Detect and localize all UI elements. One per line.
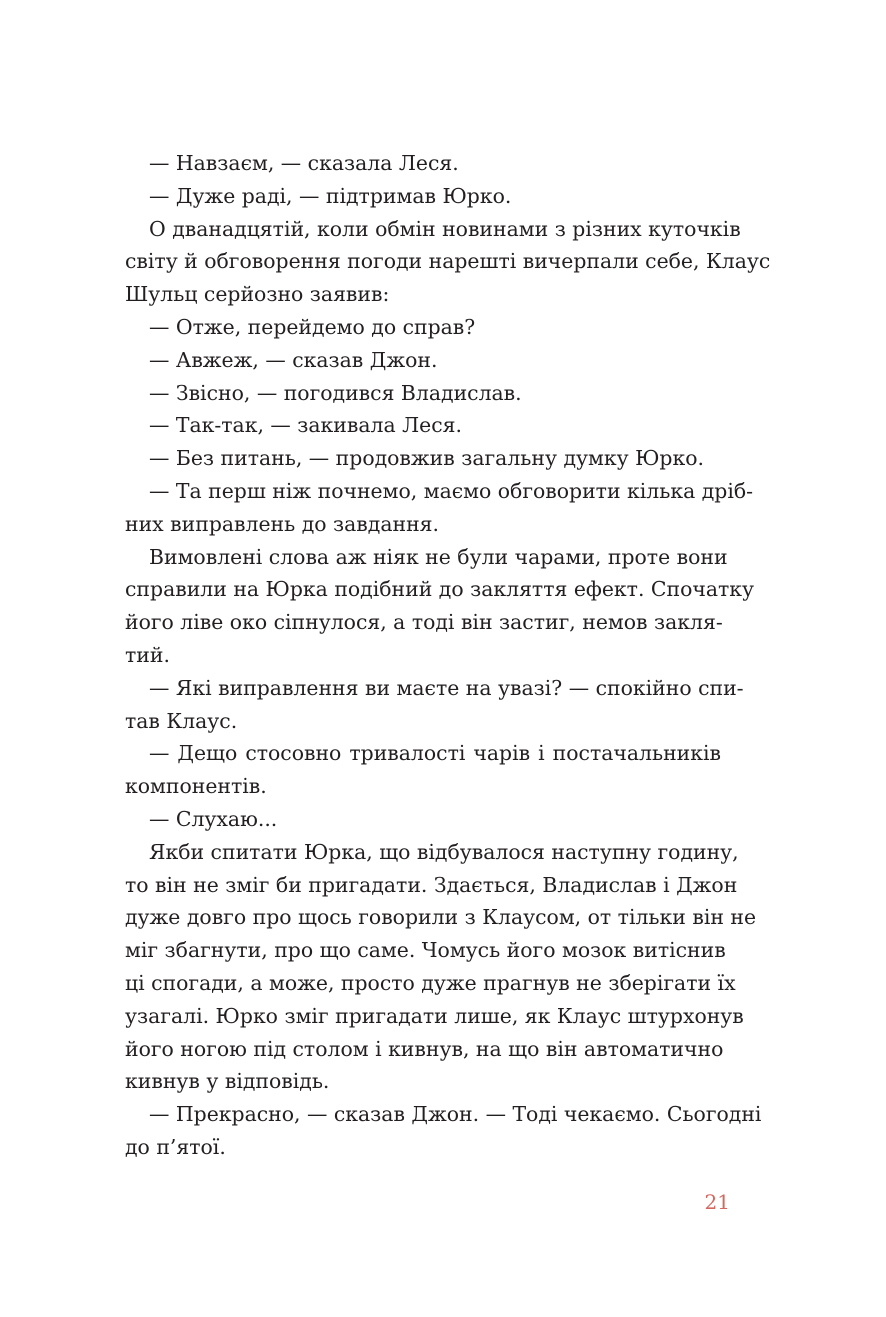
text-line: — Без питань, — продовжив загальну думку Юрко. [149, 446, 704, 471]
paragraph [101, 344, 721, 377]
paragraph [101, 147, 721, 180]
paragraph [101, 803, 721, 836]
text-line: — Навзаєм, — сказала Леся. [149, 151, 459, 175]
text-line: кивнув у відповідь. [125, 1069, 330, 1094]
text-line: до п’ятої. [125, 1134, 226, 1159]
paragraph [101, 180, 721, 213]
paragraph [101, 836, 757, 1098]
text-line: — Та перш ніж почнемо, маємо обговорити кілька дріб- [149, 478, 754, 503]
text-line: світу й обговорення погоди нарешті вичерпали себе, Клаус [125, 249, 771, 274]
text-line: — Дуже раді, — підтримав Юрко. [149, 183, 512, 208]
text-line: компонентів. [125, 774, 267, 799]
text-line: то він не зміг би пригадати. Здається, Владислав і Джон [125, 872, 738, 897]
page-text [101, 147, 771, 1164]
text-line: — Так-так, — закивала Леся. [149, 413, 462, 438]
text-line: — Слухаю... [149, 806, 278, 831]
text-line: О дванадцятій, коли обмін новинами з різних куточків [149, 216, 741, 241]
paragraph [101, 213, 771, 311]
text-line: — Дещо стосовно тривалості чарів і постачальників [149, 741, 721, 766]
text-line: узагалі. Юрко зміг пригадати лише, як Клаус штурхонув [125, 1003, 744, 1028]
paragraph [101, 672, 744, 738]
text-line: його ногою під столом і кивнув, на що він автоматично [125, 1036, 724, 1061]
text-line: них виправлень до завдання. [125, 511, 440, 536]
paragraph [101, 541, 755, 672]
page-number: 21 [704, 1190, 730, 1214]
text-line: Шульц серйозно заявив: [125, 282, 390, 307]
text-line: тав Клаус. [125, 708, 238, 733]
paragraph [101, 442, 721, 475]
paragraph [101, 1098, 762, 1164]
paragraph [101, 409, 721, 442]
text-line: тий. [125, 642, 170, 667]
paragraph [101, 475, 754, 541]
text-line: — Які виправлення ви маєте на увазі? — спокійно спи- [149, 675, 744, 700]
text-line: Вимовлені слова аж ніяк не були чарами, проте вони [149, 544, 728, 569]
text-line: Якби спитати Юрка, що відбувалося наступну годину, [149, 839, 739, 864]
text-line: — Прекрасно, — сказав Джон. — Тоді чекаємо. Сьогодні [149, 1102, 762, 1127]
text-line: міг збагнути, про що саме. Чомусь його мозок витіснив [125, 938, 726, 963]
text-line: ці спогади, а може, просто дуже прагнув не зберігати їх [125, 970, 736, 995]
text-line: його ліве око сіпнулося, а тоді він застиг, немов закля- [125, 610, 723, 635]
paragraph [101, 377, 721, 410]
paragraph [101, 737, 721, 803]
text-line: — Отже, перейдемо до справ? [149, 314, 476, 339]
text-line: — Звісно, — погодився Владислав. [149, 380, 522, 405]
text-line: дуже довго про щось говорили з Клаусом, от тільки він не [125, 905, 757, 930]
text-line: — Авжеж, — сказав Джон. [149, 347, 438, 372]
paragraph [101, 311, 721, 344]
text-line: справили на Юрка подібний до закляття ефект. Спочатку [125, 577, 755, 602]
